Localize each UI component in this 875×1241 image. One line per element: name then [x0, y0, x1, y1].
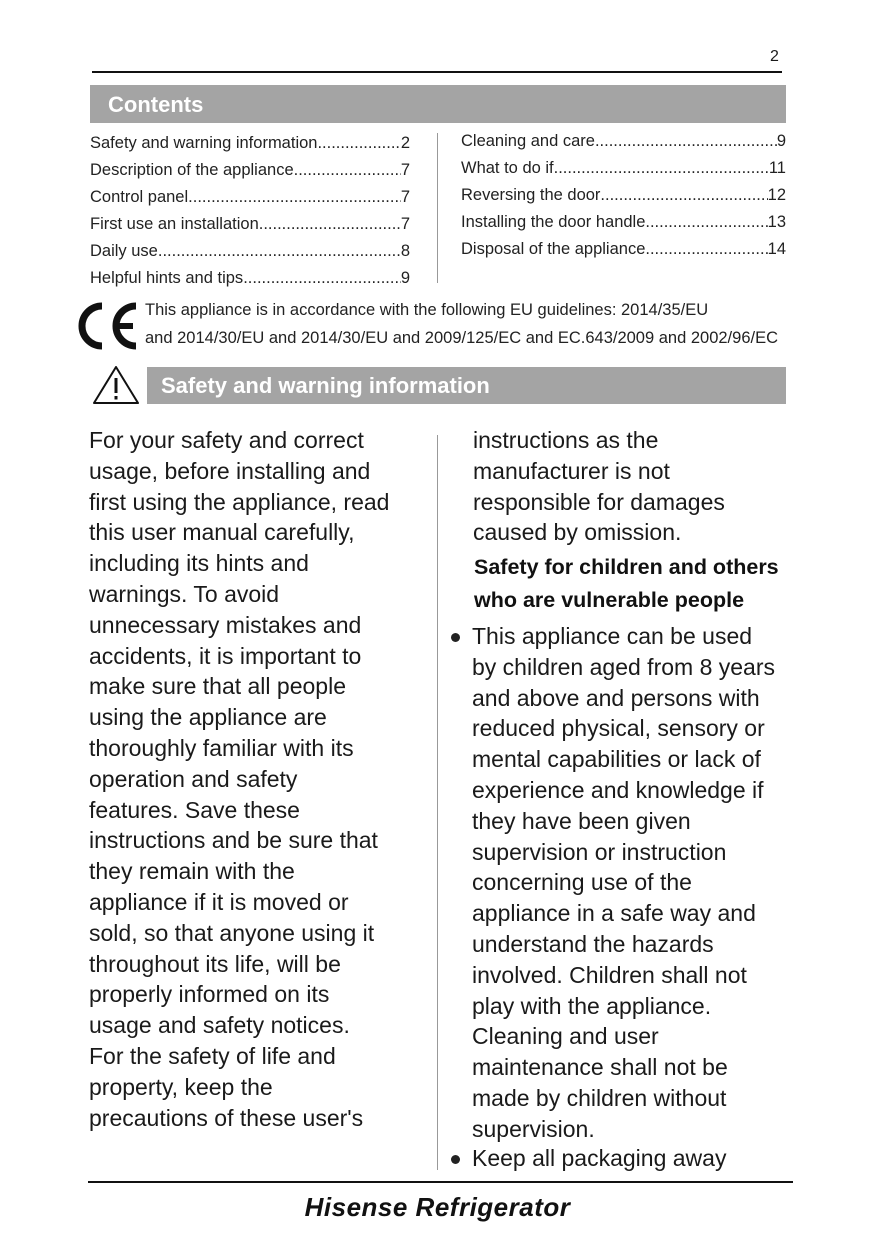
toc-leader-dots [645, 236, 767, 263]
text-line: Safety for children and others [474, 555, 779, 579]
text-line: maintenance shall not be [472, 1054, 728, 1081]
toc-right-column [461, 128, 786, 263]
text-line: features. Save these [89, 796, 300, 823]
toc-entry [461, 236, 786, 263]
safety-intro-left [89, 425, 429, 1133]
text-line: who are vulnerable people [474, 588, 745, 612]
toc-entry-page: 8 [400, 242, 410, 260]
toc-entry-title: First use an installation [90, 215, 259, 233]
text-line: precautions of these user's [89, 1104, 364, 1131]
toc-entry-page: 7 [400, 188, 410, 206]
text-line: play with the appliance. [472, 992, 712, 1019]
toc-entry-page: 9 [400, 269, 410, 287]
bullet-dot-icon [451, 633, 460, 642]
column-divider [437, 435, 438, 1170]
toc-entry-page: 11 [768, 159, 786, 177]
text-line: make sure that all people [89, 673, 346, 700]
text-line: sold, so that anyone using it [89, 919, 375, 946]
text-line: thoroughly familiar with its [89, 734, 354, 761]
toc-leader-dots [243, 265, 401, 292]
text-line: This appliance can be used [472, 623, 753, 649]
text-line: experience and knowledge if [472, 776, 764, 803]
text-line: For the safety of life and [89, 1042, 336, 1069]
toc-leader-dots [259, 211, 401, 238]
ce-mark-icon [72, 300, 142, 352]
text-line: instructions as the [473, 427, 659, 453]
toc-entry-title: Daily use [90, 242, 158, 260]
toc-entry-title: Helpful hints and tips [90, 269, 244, 287]
page-number: 2 [770, 48, 779, 65]
bullet-text: Keep all packaging away [472, 1145, 727, 1171]
eu-notice-line-2: and 2014/30/EU and 2014/30/EU and 2009/125/EC and EC.643/2009 and 2002/96/EC [145, 329, 779, 347]
safety-intro-right [473, 425, 818, 548]
top-rule [92, 71, 782, 73]
text-line: throughout its life, will be [89, 950, 341, 977]
toc-left-column [90, 130, 410, 292]
safety-heading: Safety and warning information [147, 367, 786, 404]
text-line: appliance if it is moved or [89, 888, 349, 915]
bottom-rule [88, 1181, 793, 1183]
toc-entry-page: 2 [400, 134, 410, 152]
text-line: For your safety and correct [89, 427, 364, 453]
text-line: they remain with the [89, 858, 295, 885]
children-safety-heading [474, 551, 834, 617]
toc-entry [90, 211, 410, 238]
eu-guidelines-notice [145, 296, 785, 352]
text-line: using the appliance are [89, 704, 327, 731]
text-line: mental capabilities or lack of [472, 746, 761, 773]
text-line: and above and persons with [472, 684, 760, 711]
toc-leader-dots [158, 238, 401, 265]
toc-entry [90, 157, 410, 184]
toc-entry-page: 12 [767, 186, 786, 204]
text-line: operation and safety [89, 765, 298, 792]
text-line: manufacturer is not [473, 457, 670, 484]
text-line: usage, before installing and [89, 457, 371, 484]
text-line: warnings. To avoid [89, 580, 280, 607]
toc-entry-page: 7 [400, 215, 410, 233]
text-line: accidents, it is important to [89, 642, 362, 669]
text-line: unnecessary mistakes and [89, 611, 362, 638]
contents-heading: Contents [90, 85, 786, 123]
toc-leader-dots [645, 209, 767, 236]
text-line: involved. Children shall not [472, 961, 747, 988]
text-line: property, keep the [89, 1073, 273, 1100]
toc-entry-title: Safety and warning information [90, 134, 318, 152]
toc-entry [90, 130, 410, 157]
toc-entry [461, 209, 786, 236]
eu-notice-line-1: This appliance is in accordance with the following EU guidelines: 2014/35/EU [145, 301, 709, 319]
bullet-text [472, 621, 812, 1145]
toc-divider [437, 133, 438, 283]
toc-entry [90, 265, 410, 292]
text-line: understand the hazards [472, 930, 714, 957]
text-line: made by children without [472, 1084, 727, 1111]
brand-footer: Hisense Refrigerator [304, 1192, 571, 1222]
text-line: supervision or instruction [472, 838, 727, 865]
toc-leader-dots [188, 184, 401, 211]
text-line: by children aged from 8 years [472, 653, 775, 680]
toc-entry-title: Control panel [90, 188, 189, 206]
toc-leader-dots [600, 182, 767, 209]
toc-entry [461, 182, 786, 209]
text-line: properly informed on its [89, 981, 330, 1008]
text-line: caused by omission. [473, 519, 682, 546]
toc-entry-page: 9 [776, 132, 786, 150]
text-line: appliance in a safe way and [472, 900, 756, 927]
text-line: usage and safety notices. [89, 1012, 350, 1039]
text-line: they have been given [472, 807, 691, 834]
toc-entry [90, 184, 410, 211]
toc-leader-dots [317, 130, 400, 157]
toc-entry [461, 128, 786, 155]
toc-entry-title: Disposal of the appliance [461, 240, 646, 258]
toc-entry [461, 155, 786, 182]
toc-entry-page: 7 [400, 161, 410, 179]
text-line: this user manual carefully, [89, 519, 355, 546]
text-line: supervision. [472, 1115, 595, 1142]
text-line: first using the appliance, read [89, 488, 390, 515]
text-line: including its hints and [89, 550, 309, 577]
toc-entry-title: Reversing the door [461, 186, 601, 204]
toc-entry-page: 13 [767, 213, 786, 231]
text-line: responsible for damages [473, 488, 725, 515]
toc-leader-dots [294, 157, 401, 184]
text-line: reduced physical, sensory or [472, 715, 765, 742]
text-line: concerning use of the [472, 869, 692, 896]
bullet-dot-icon [451, 1155, 460, 1164]
toc-leader-dots [595, 128, 777, 155]
toc-entry-title: Installing the door handle [461, 213, 646, 231]
toc-leader-dots [567, 155, 768, 182]
text-line: Cleaning and user [472, 1023, 659, 1050]
toc-entry-title: What to do if... [461, 159, 568, 177]
text-line: instructions and be sure that [89, 827, 378, 854]
toc-entry-page: 14 [767, 240, 786, 258]
toc-entry-title: Description of the appliance [90, 161, 294, 179]
warning-triangle-icon [92, 365, 140, 405]
toc-entry-title: Cleaning and care [461, 132, 595, 150]
toc-entry [90, 238, 410, 265]
